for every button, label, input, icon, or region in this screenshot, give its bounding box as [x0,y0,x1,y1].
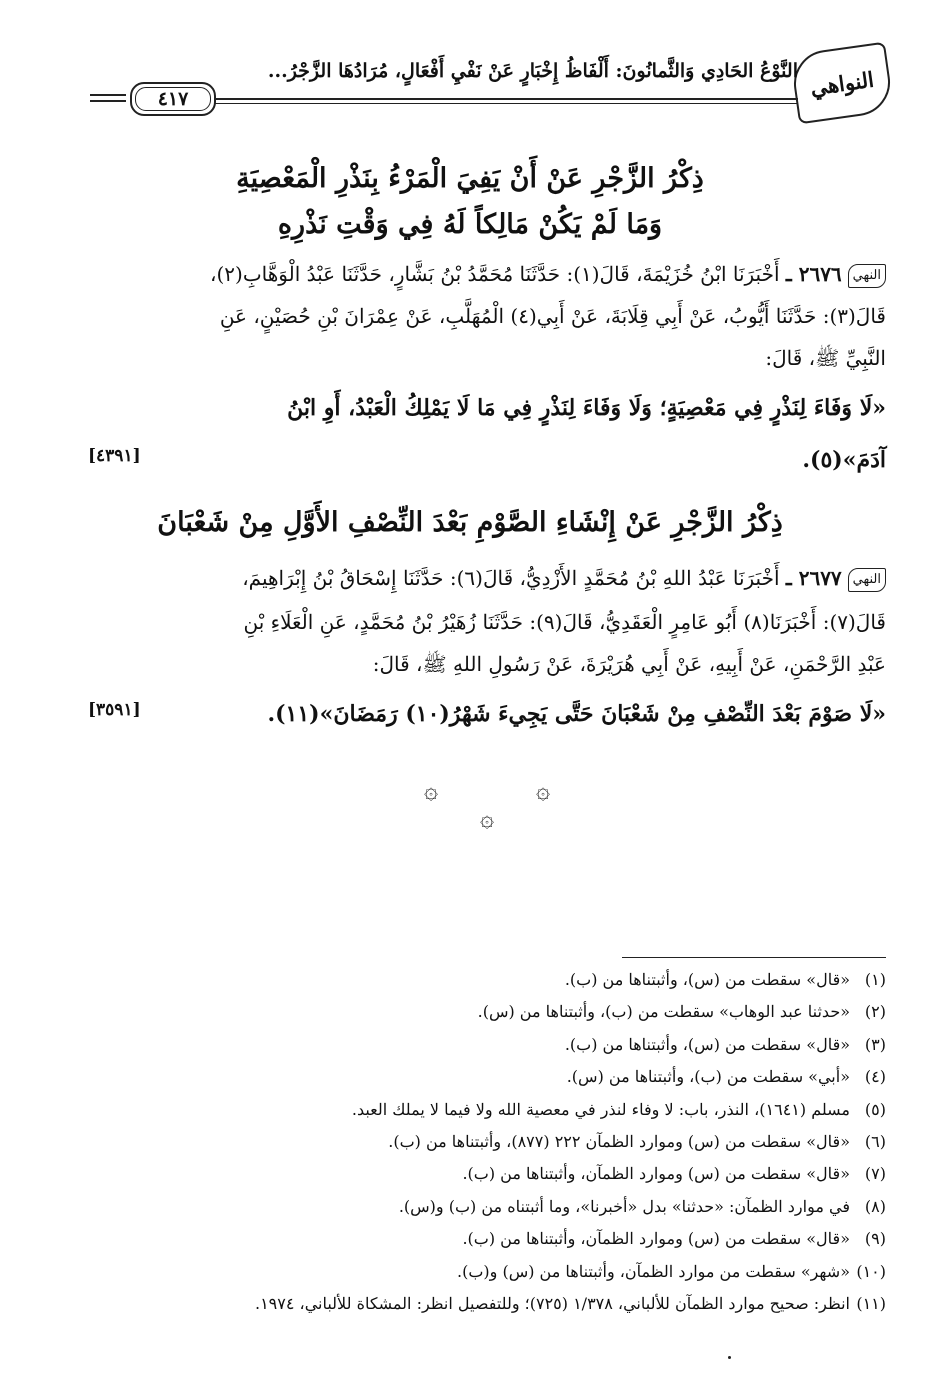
footnote [90,1029,886,1061]
hadith-matn: آدَمَ»(٥). [802,447,886,473]
header-title: النَّوْعُ الحَادِي وَالثَّمانُونَ: أَلْفَاظُ إِخْبَارٍ عَنْ نَفْيِ أَفْعَالٍ، مُرَادُهَا الزَّجْرُ... [267,60,798,82]
running-header [90,48,890,118]
footnote-text: «قال» سقطت من (س) وموارد الظمآن ٢٢٢ (٨٧٧)، وأثبتناها من (ب). [388,1131,850,1151]
footnote [90,1126,886,1158]
page-number: ٤١٧ [130,82,216,116]
hadith-badge: النهي [848,568,886,592]
footnote-number: (١) [864,970,886,989]
footnote [90,1158,886,1190]
section-heading: وَمَا لَمْ يَكُنْ مَالِكاً لَهُ فِي وَقْتِ نَذْرِهِ [277,209,663,240]
hadith-number: ٢٦٧٦ ـ [785,262,842,286]
footnote-text: في موارد الظمآن: «حدثنا» بدل «أخبرنا»، وما أثبتناه من (ب) و(س). [398,1196,850,1216]
footnote [90,1061,886,1093]
hadith-line [78,558,886,598]
footnote-number: (٦) [864,1131,886,1151]
hadith-matn: «لَا صَوْمَ بَعْدَ النِّصْفِ مِنْ شَعْبَانَ حَتَّى يَجِيءَ شَهْرُ(١٠) رَمَضَانَ»(١١). [267,701,886,727]
hadith-line: عَبْدِ الرَّحْمَنِ، عَنْ أَبِيهِ، عَنْ أَبِي هُرَيْرَةَ، عَنْ رَسُولِ اللهِ ﷺ، قَالَ: [372,652,886,676]
hadith-text: أَخْبَرَنَا ابْنُ خُزَيْمَةَ، قَالَ(١): حَدَّثَنَا مُحَمَّدُ بْنُ بَشَّارٍ، حَدَّثَنَا عَبْدُ الْوَهَّابِ(٢)، [210,262,780,286]
footnote-number: (٨) [864,1196,886,1216]
hadith-matn: «لَا وَفَاءَ لِنَذْرٍ فِي مَعْصِيَةٍ؛ وَلَا وَفَاءَ لِنَذْرٍ فِي مَا لَا يَمْلِكُ الْعَبْدُ، أَوِ ابْنُ [287,395,886,421]
footnote-text: مسلم (١٦٤١)، النذر، باب: لا وفاء لنذر في معصية الله ولا فيما لا يملك العبد. [351,1099,850,1119]
footnote-text: «قال» سقطت من (س)، وأثبتناها من (ب). [564,970,850,989]
footnote [90,1223,886,1255]
footnote-number: (٤) [864,1067,886,1087]
footnote-number: (١١) [856,1293,886,1313]
section-heading: ذِكْرُ الزَّجْرِ عَنْ أَنْ يَفِيَ الْمَرْءُ بِنَذْرِ الْمَعْصِيَةِ [236,163,704,194]
footnote [90,1288,886,1320]
hadith-reference: [٣٥٩١] [88,700,141,720]
footnote-text: «قال» سقطت من (س)، وأثبتناها من (ب). [564,1034,850,1054]
flower-ornament-icon: ۞ [479,804,495,832]
footnote-text: انظر: صحيح موارد الظمآن للألباني، ١/٣٧٨ (٧٢٥)؛ وللتفصيل انظر: المشكاة للألباني، ١٩٧٤. [254,1293,850,1313]
footnote-number: (٣) [864,1034,886,1054]
footnote-text: «قال» سقطت من (س) وموارد الظمآن، وأثبتناها من (ب). [462,1229,850,1249]
flower-ornament-icon: ۞ [535,776,551,804]
footnote [90,1256,886,1288]
section-heading: ذِكْرُ الزَّجْرِ عَنْ إِنْشَاءِ الصَّوْمِ بَعْدَ النِّصْفِ الأَوَّلِ مِنْ شَعْبَانَ [157,507,783,538]
footnote-number: (٩) [864,1229,886,1249]
footnote-number: (٢) [864,1002,886,1022]
footnotes [90,964,886,1320]
hadith-line [78,254,886,294]
header-rule [215,98,798,100]
footnote [90,1094,886,1126]
header-rule [215,103,798,104]
header-side-rule [90,100,126,102]
hadith-line: النَّبِيِّ ﷺ، قَالَ: [765,346,886,370]
footnote-number: (٧) [864,1164,886,1184]
header-ornament: النواهي [790,42,895,125]
footnote-rule [622,957,886,958]
footnote [90,964,886,996]
hadith-reference: [٤٣٩١] [88,446,141,466]
footnote-number: (٥) [864,1099,886,1119]
hadith-text: أَخْبَرَنَا عَبْدُ اللهِ بْنُ مُحَمَّدٍ الأَزْدِيُّ، قَالَ(٦): حَدَّثَنَا إِسْحَاقُ بْنُ إِبْرَاهِيمَ، [242,566,780,590]
footnote-text: «قال» سقطت من (س) وموارد الظمآن، وأثبتناها من (ب). [462,1164,850,1184]
footnote [90,1191,886,1223]
hadith-number: ٢٦٧٧ ـ [785,566,842,590]
footnote-text: «حدثنا عبد الوهاب» سقطت من (ب)، وأثبتناها من (س). [477,1002,850,1022]
flower-ornament-icon: ۞ [423,776,439,804]
scan-speck [728,1356,731,1359]
footnote-text: «أبي» سقطت من (ب)، وأثبتناها من (س). [566,1067,850,1087]
hadith-line: قَالَ(٧): أَخْبَرَنَا(٨) أَبُو عَامِرٍ الْعَقَدِيُّ، قَالَ(٩): حَدَّثَنَا زُهَيْرُ بْنُ مُحَمَّدٍ، عَنِ الْعَلَاءِ بْنِ [243,610,886,634]
footnote-number: (١٠) [856,1261,886,1281]
hadith-badge: النهي [848,264,886,288]
footnote-text: «شهر» سقطت من موارد الظمآن، وأثبتناها من (س) و(ب). [457,1261,850,1281]
hadith-line: قَالَ(٣): حَدَّثَنَا أَيُّوبُ، عَنْ أَبِي قِلَابَةَ، عَنْ أَبِي(٤) الْمُهَلَّبِ، عَنْ عِمْرَانَ بْنِ حُصَيْنٍ، عَنِ [219,304,886,328]
footnote [90,996,886,1028]
header-side-rule [90,94,126,96]
